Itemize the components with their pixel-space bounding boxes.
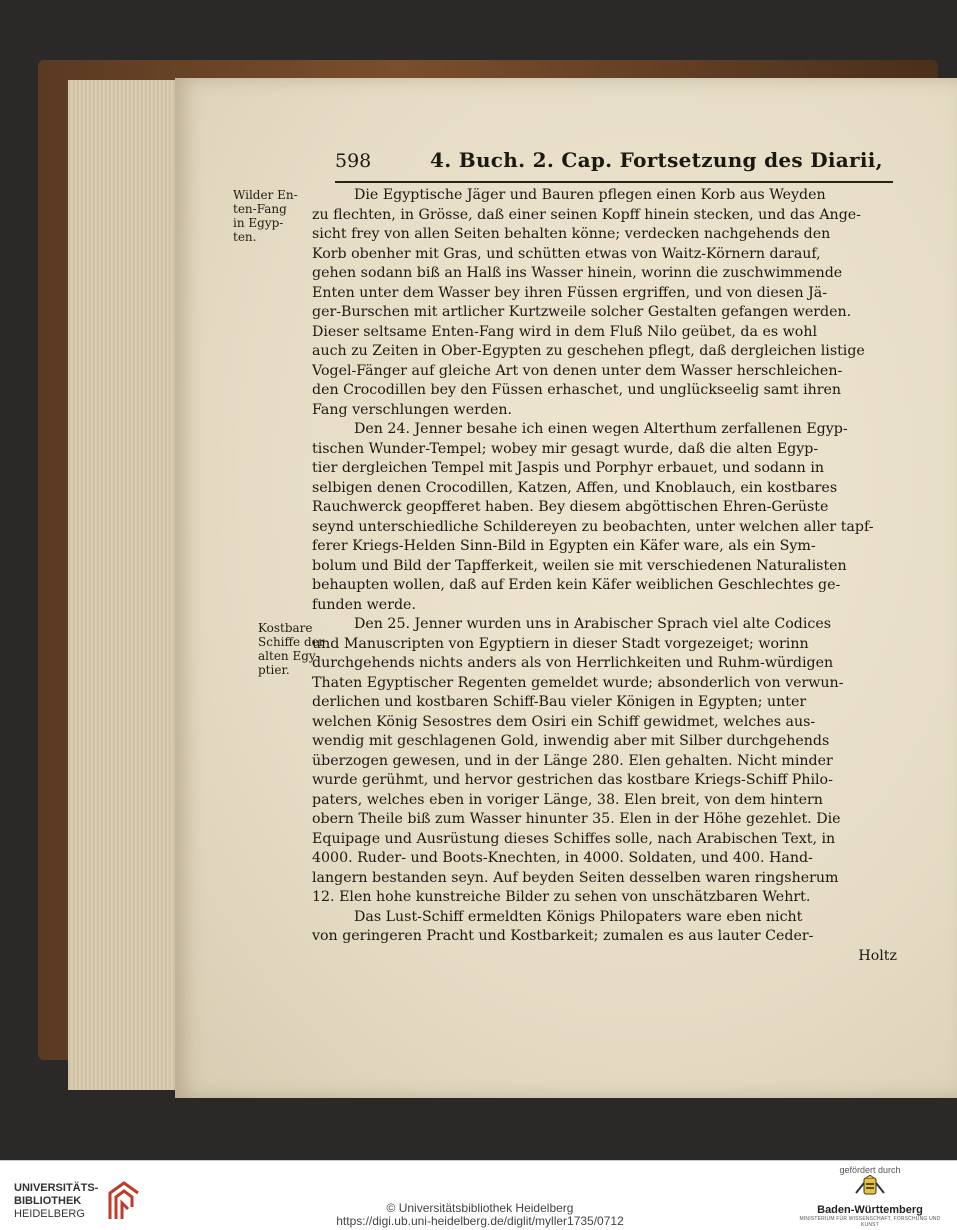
text-line: Das Lust-Schiff ermeldten Königs Philopaters ware eben nicht	[354, 908, 803, 925]
state-crest-icon	[852, 1175, 888, 1197]
text-line: langern bestanden seyn. Auf beyden Seiten desselben waren ringsherum	[312, 869, 839, 886]
body-text	[312, 186, 897, 966]
text-line: Rauchwerck geopfferet haben. Bey diesem abgöttischen Ehren-Gerüste	[312, 499, 829, 515]
ministry-name: MINISTERIUM FÜR WISSENSCHAFT, FORSCHUNG UND KUNST	[799, 1216, 941, 1228]
text-line: Dieser seltsame Enten-Fang wird in dem Fluß Nilo geübet, da es wohl	[312, 323, 818, 340]
text-line: 4000. Ruder- und Boots-Knechten, in 4000. Soldaten, und 400. Hand-	[312, 850, 813, 866]
text-line: selbigen denen Crocodillen, Katzen, Affen, und Knoblauch, ein kostbares	[312, 479, 838, 496]
text-line: den Crocodillen bey den Füssen erhaschet, und unglückseelig samt ihren	[312, 382, 842, 398]
margin-note-ships: Kostbare Schiffe der alten Egy- ptier.	[258, 621, 325, 677]
text-line: gehen sodann biß an Halß ins Wasser hinein, worinn die zuschwimmende	[312, 265, 843, 281]
library-name-line1: UNIVERSITÄTS-	[14, 1181, 99, 1194]
running-head: 4. Buch. 2. Cap. Fortsetzung des Diarii,	[430, 148, 883, 172]
text-line: von geringeren Pracht und Kostbarkeit; zumalen es aus lauter Ceder-	[312, 928, 814, 944]
library-emblem-icon	[106, 1179, 142, 1223]
text-line: sicht frey von allen Seiten behalten könne; verdecken nachgehends den	[312, 226, 831, 242]
footer-bar	[0, 1160, 957, 1230]
text-line: Equipage und Ausrüstung dieses Schiffes solle, nach Arabischen Text, in	[312, 830, 836, 847]
text-line: auch zu Zeiten in Ober-Egypten zu geschehen pflegt, daß dergleichen listige	[312, 343, 865, 359]
text-line: Thaten Egyptischer Regenten gemeldet wurde; absonderlich von verwun-	[312, 674, 844, 691]
text-line: derlichen und kostbaren Schiff-Bau vieler Königen in Egypten; unter	[312, 694, 807, 710]
catchword: Holtz	[858, 947, 897, 964]
text-line: Den 25. Jenner wurden uns in Arabischer Sprach viel alte Codices	[354, 616, 832, 632]
copyright-block	[300, 1202, 660, 1228]
text-line: funden werde.	[312, 596, 416, 613]
text-line: wurde gerühmt, und hervor gestrichen das kostbare Kriegs-Schiff Philo-	[312, 772, 833, 788]
text-line: Die Egyptische Jäger und Bauren pflegen einen Korb aus Weyden	[354, 187, 826, 203]
copyright-text: © Universitätsbibliothek Heidelberg	[386, 1201, 574, 1215]
text-line: 12. Elen hohe kunstreiche Bilder zu sehen von unschätzbaren Wehrt.	[312, 889, 811, 905]
library-name-line3: HEIDELBERG	[14, 1207, 85, 1220]
text-line: tier dergleichen Tempel mit Jaspis und Porphyr erbauet, und sodann in	[312, 460, 824, 476]
funded-by-label: gefördert durch	[839, 1165, 901, 1175]
permalink-url[interactable]: https://digi.ub.uni-heidelberg.de/diglit/myller1735/0712	[336, 1214, 624, 1228]
text-line: Den 24. Jenner besahe ich einen wegen Alterthum zerfallenen Egyp-	[354, 421, 848, 437]
text-line: Enten unter dem Wasser bey ihren Füssen ergriffen, und von diesen Jä-	[312, 284, 828, 301]
sponsor-block	[790, 1165, 950, 1228]
text-line: behaupten wollen, daß auf Erden kein Käfer weiblichen Geschlechtes ge-	[312, 577, 841, 593]
text-line: Vogel-Fänger auf gleiche Art von denen unter dem Wasser herschleichen-	[312, 362, 843, 379]
page-header	[335, 148, 895, 178]
text-line: obern Theile biß zum Wasser hinunter 35. Elen in der Höhe gezehlet. Die	[312, 811, 841, 827]
text-line: zu flechten, in Grösse, daß einer seinen Kopff hinein stecken, und das Ange-	[312, 206, 861, 223]
text-line: tischen Wunder-Tempel; wobey mir gesagt wurde, daß die alten Egyp-	[312, 440, 819, 457]
text-line: ger-Burschen mit artlicher Kurtzweile solcher Gestalten gefangen werden.	[312, 304, 852, 320]
text-line: und Manuscripten von Egyptiern in dieser Stadt vorgezeiget; worinn	[312, 635, 809, 652]
text-line: Fang verschlungen werden.	[312, 401, 513, 418]
header-rule	[335, 181, 893, 183]
text-line: bolum und Bild der Tapfferkeit, weilen sie mit verschiedenen Naturalisten	[312, 557, 847, 574]
text-line: überzogen gewesen, und in der Länge 280. Elen gehalten. Nicht minder	[312, 752, 833, 769]
library-name-line2: BIBLIOTHEK	[14, 1194, 82, 1207]
library-logo[interactable]	[14, 1179, 142, 1223]
text-line: paters, welches eben in voriger Länge, 38. Elen breit, von dem hintern	[312, 791, 823, 808]
text-line: seynd unterschiedliche Schildereyen zu beobachten, unter welchen aller tapf-	[312, 518, 874, 535]
text-line: Korb obenher mit Gras, und schütten etwas von Waitz-Körnern darauf,	[312, 245, 821, 262]
page-edges	[68, 80, 179, 1090]
text-line: welchen König Sesostres dem Osiri ein Schiff gewidmet, welches aus-	[312, 713, 816, 730]
page-number: 598	[335, 150, 372, 172]
text-line: wendig mit geschlagenen Gold, inwendig aber mit Silber durchgehends	[312, 733, 830, 749]
margin-note-duck-hunt: Wilder En- ten-Fang in Egyp- ten.	[233, 188, 298, 244]
text-line: ferer Kriegs-Helden Sinn-Bild in Egypten ein Käfer ware, als ein Sym-	[312, 538, 816, 554]
text-line: durchgehends nichts anders als von Herrlichkeiten und Ruhm-würdigen	[312, 655, 834, 671]
state-name: Baden-Württemberg	[817, 1204, 923, 1216]
